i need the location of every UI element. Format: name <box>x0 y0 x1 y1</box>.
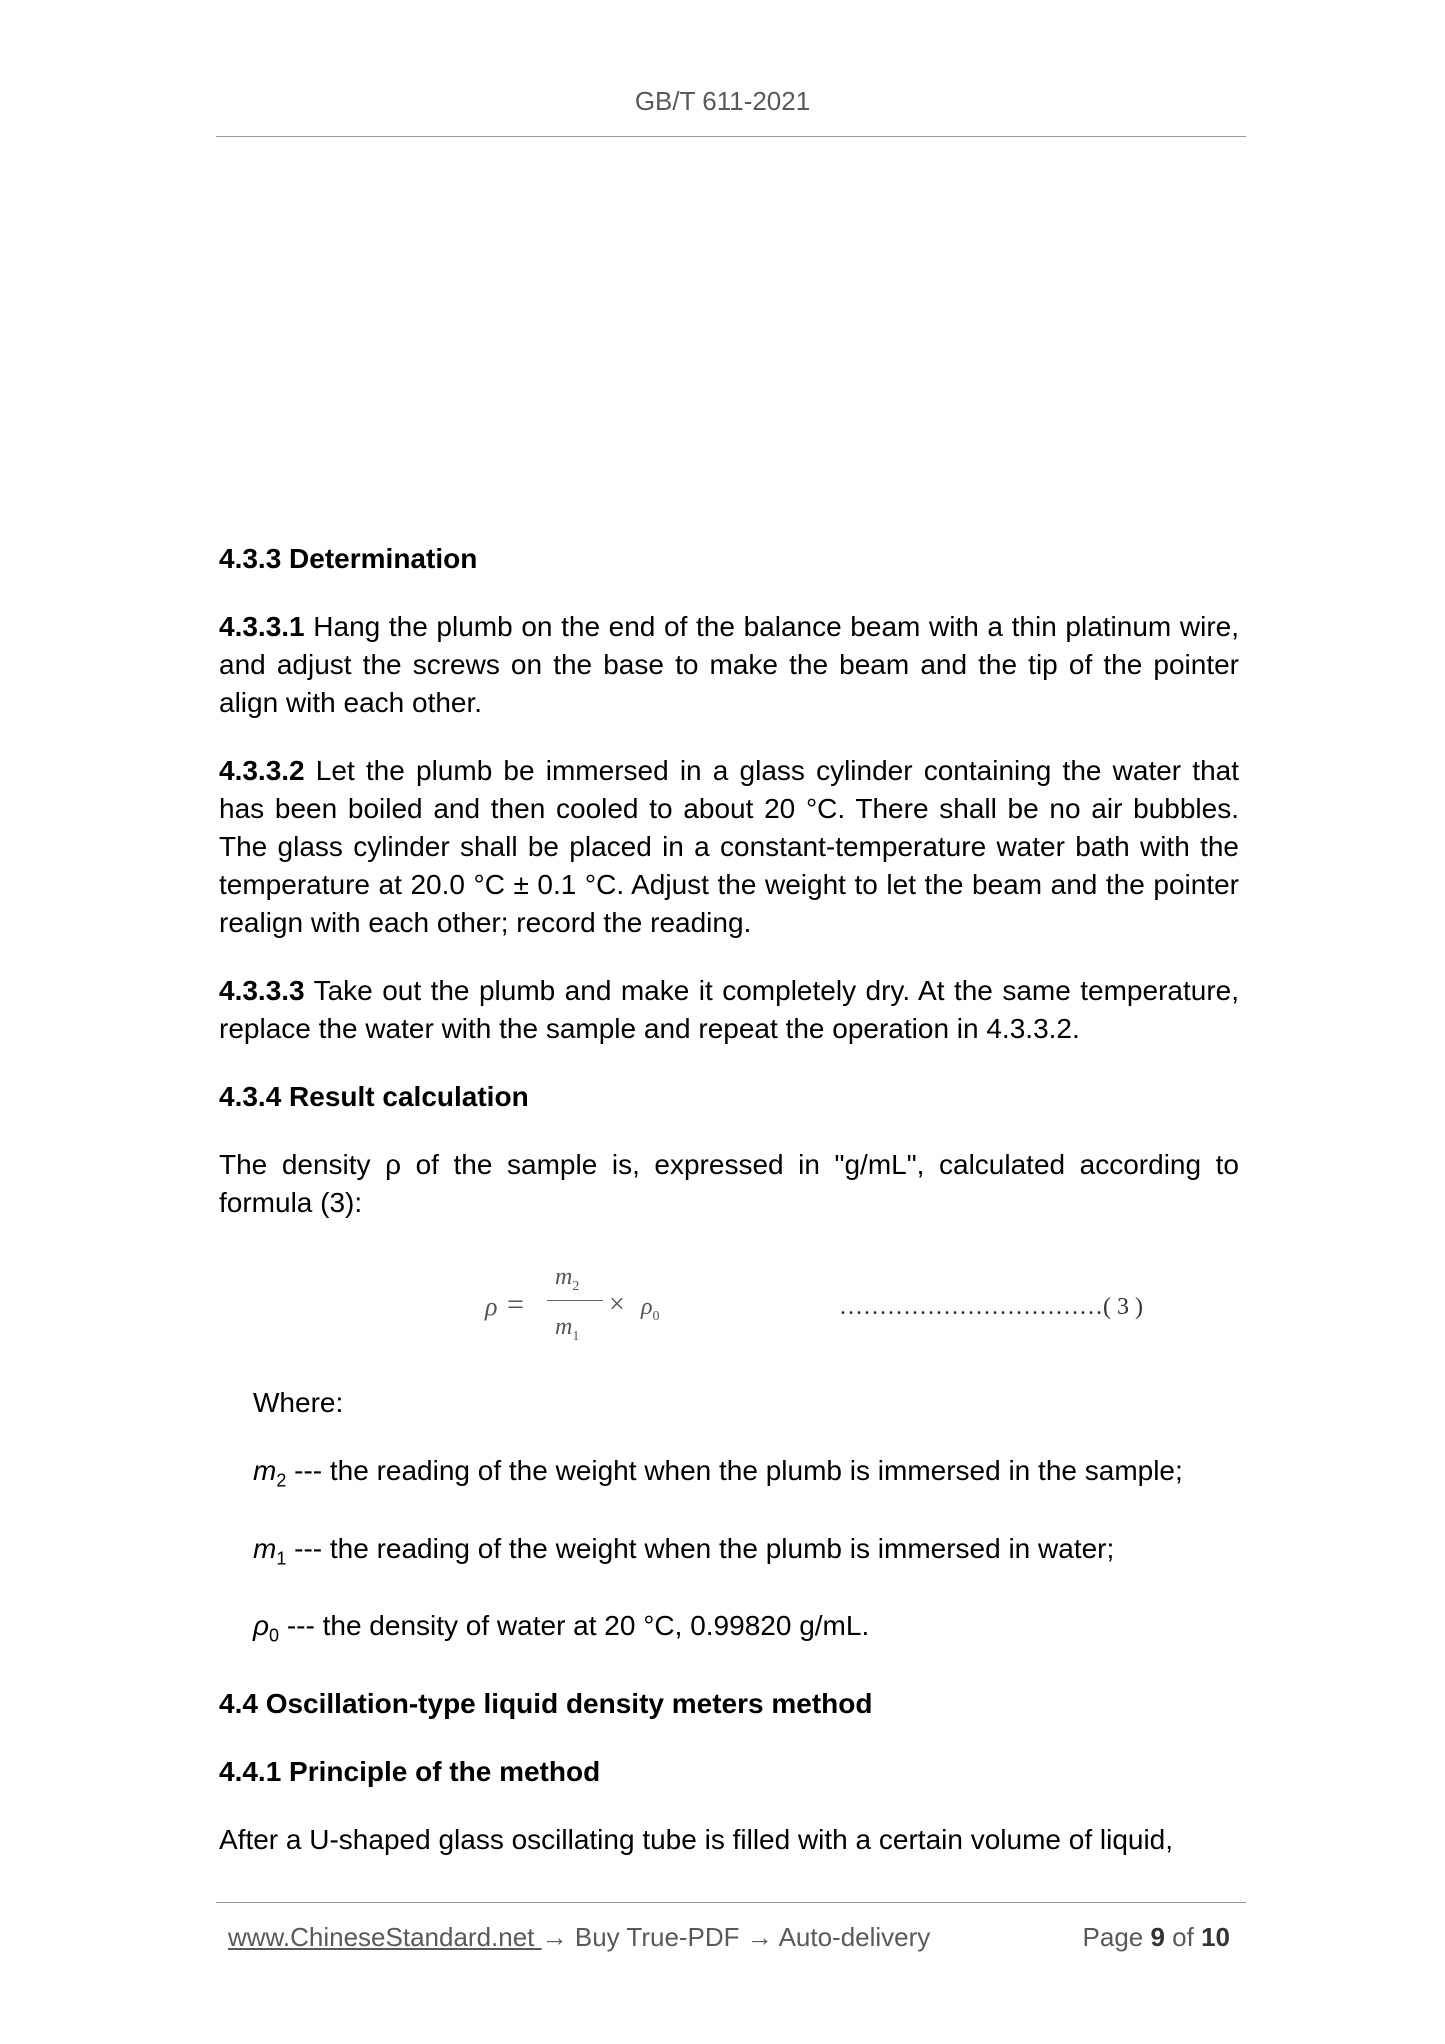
clause-text: Take out the plumb and make it completely dry. At the same temperature, replace the water with the sample and repeat the operation in 4.3.3.2. <box>219 975 1239 1044</box>
page-indicator: Page 9 of 10 <box>1082 1922 1230 1952</box>
footer-tagline: → Buy True-PDF → Auto-delivery <box>541 1922 931 1952</box>
header-divider <box>216 136 1246 137</box>
clause-number: 4.3.3.3 <box>219 975 305 1006</box>
fraction-bar <box>547 1300 603 1301</box>
section-4-3-4-heading: 4.3.4 Result calculation <box>219 1081 529 1112</box>
current-page: 9 <box>1150 1922 1165 1952</box>
section-4-4-heading: 4.4 Oscillation-type liquid density meters method <box>219 1687 873 1719</box>
definition-m2: $m_2$ --- the reading of the weight when the plumb is immersed in the sample; <box>253 1455 1183 1491</box>
variable-m2: $m_2$ <box>253 1455 287 1491</box>
variable-m1: $m_1$ <box>253 1532 287 1569</box>
variable-rho0: $\rho_0$ <box>253 1610 280 1646</box>
total-pages: 10 <box>1201 1922 1230 1952</box>
section-4-3-3-heading: 4.3.3 Determination <box>219 543 478 574</box>
header-doc-id: GB/T 611-2021 <box>634 86 811 116</box>
formula-numerator: $m_2$ <box>555 1264 580 1294</box>
definition-rho0: $\rho_0$ --- the density of water at 20 °C, 0.99820 g/mL. <box>253 1610 870 1646</box>
paragraph-4-3-3-3 <box>219 972 1239 1048</box>
formula-times: × <box>609 1289 625 1320</box>
where-label: Where: <box>253 1387 344 1418</box>
footer <box>228 1922 1230 1953</box>
formula-rho0: $\rho_0$ <box>641 1294 660 1324</box>
paragraph-4-3-3-1 <box>219 608 1239 722</box>
paragraph-4-3-3-2 <box>219 752 1239 942</box>
formula-number: ……………………………( 3 ) <box>839 1294 1143 1320</box>
formula-equals: = <box>507 1288 524 1321</box>
section-4-4-1-heading: 4.4.1 Principle of the method <box>219 1755 601 1787</box>
clause-number: 4.3.3.2 <box>219 755 305 786</box>
clause-text: Hang the plumb on the end of the balance beam with a thin platinum wire, and adjust the screws on the base to make the beam and the tip of the pointer align with each other. <box>219 611 1239 718</box>
formula-rho: ρ <box>485 1292 498 1321</box>
formula-denominator: $m_1$ <box>555 1314 580 1344</box>
paragraph-principle: After a U-shaped glass oscillating tube is filled with a certain volume of liquid, <box>219 1823 1174 1855</box>
footer-divider <box>216 1902 1246 1903</box>
formula-3 <box>219 1244 1239 1354</box>
paragraph-density-intro: The density ρ of the sample is, expressed in "g/mL", calculated according to formula (3): <box>219 1149 1239 1218</box>
document-body <box>219 540 1239 1859</box>
clause-text: Let the plumb be immersed in a glass cylinder containing the water that has been boiled and then cooled to about 20 °C. There shall be no air bubbles. The glass cylinder shall be placed in a constant-temperature water bath with the temperature at 20.0 °C ± 0.1 °C. Adjust the weight to let the beam and the pointer realign with each other; record the reading. <box>219 755 1239 938</box>
website-link[interactable]: www.ChineseStandard.net <box>228 1922 542 1952</box>
clause-number: 4.3.3.1 <box>219 611 305 642</box>
definition-m1: $m_1$ --- the reading of the weight when the plumb is immersed in water; <box>253 1532 1115 1569</box>
